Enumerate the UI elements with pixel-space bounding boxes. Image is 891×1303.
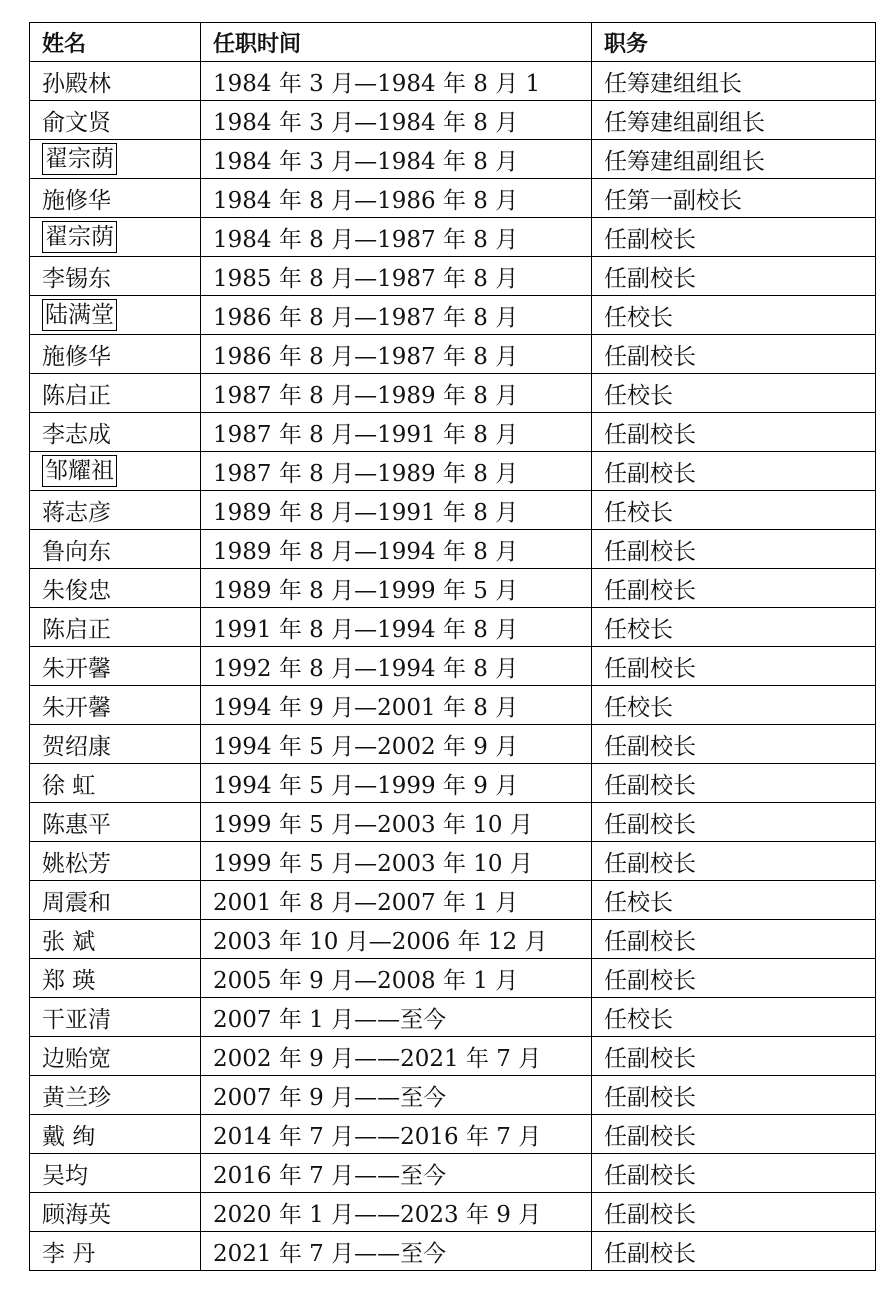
cell-name [30, 569, 201, 608]
cell-period: 1999 年 5 月—2003 年 10 月 [201, 842, 592, 881]
cell-name [30, 1037, 201, 1076]
cell-position: 任校长 [592, 374, 876, 413]
cell-name [30, 140, 201, 179]
table-row [30, 1232, 876, 1271]
cell-position: 任副校长 [592, 1115, 876, 1154]
person-name: 郑 瑛 [42, 967, 96, 994]
cell-period: 1987 年 8 月—1991 年 8 月 [201, 413, 592, 452]
cell-period: 2005 年 9 月—2008 年 1 月 [201, 959, 592, 998]
cell-name [30, 218, 201, 257]
table-row [30, 101, 876, 140]
person-name: 干亚清 [42, 1006, 111, 1033]
cell-period: 1984 年 3 月—1984 年 8 月 1 [201, 62, 592, 101]
table-row [30, 179, 876, 218]
header-position: 职务 [592, 23, 876, 62]
table-row [30, 374, 876, 413]
cell-period: 1984 年 3 月—1984 年 8 月 [201, 101, 592, 140]
person-name: 边贻宽 [42, 1045, 111, 1072]
cell-position: 任校长 [592, 491, 876, 530]
table-row [30, 62, 876, 101]
person-name: 陈启正 [42, 382, 111, 409]
table-row [30, 257, 876, 296]
cell-period: 2003 年 10 月—2006 年 12 月 [201, 920, 592, 959]
person-name: 张 斌 [42, 928, 96, 955]
person-name: 贺绍康 [42, 733, 111, 760]
cell-position: 任第一副校长 [592, 179, 876, 218]
person-name: 俞文贤 [42, 109, 111, 136]
table-row [30, 998, 876, 1037]
cell-position: 任副校长 [592, 725, 876, 764]
table-row [30, 491, 876, 530]
table-row [30, 296, 876, 335]
cell-name [30, 101, 201, 140]
cell-period: 1994 年 5 月—2002 年 9 月 [201, 725, 592, 764]
cell-period: 1984 年 8 月—1986 年 8 月 [201, 179, 592, 218]
person-name: 翟宗荫 [42, 221, 117, 253]
cell-period: 2021 年 7 月——至今 [201, 1232, 592, 1271]
cell-position: 任副校长 [592, 257, 876, 296]
table-row [30, 569, 876, 608]
cell-position: 任副校长 [592, 218, 876, 257]
cell-period: 1984 年 8 月—1987 年 8 月 [201, 218, 592, 257]
cell-period: 2002 年 9 月——2021 年 7 月 [201, 1037, 592, 1076]
cell-period: 1989 年 8 月—1999 年 5 月 [201, 569, 592, 608]
table-row [30, 959, 876, 998]
cell-period: 1992 年 8 月—1994 年 8 月 [201, 647, 592, 686]
table-row [30, 1076, 876, 1115]
header-name: 姓名 [30, 23, 201, 62]
table-header-row [30, 23, 876, 62]
cell-position: 任副校长 [592, 1076, 876, 1115]
cell-name [30, 335, 201, 374]
cell-period: 2001 年 8 月—2007 年 1 月 [201, 881, 592, 920]
table-row [30, 803, 876, 842]
person-name: 朱开馨 [42, 655, 111, 682]
cell-name [30, 842, 201, 881]
cell-name [30, 62, 201, 101]
cell-position: 任副校长 [592, 1154, 876, 1193]
cell-position: 任筹建组组长 [592, 62, 876, 101]
cell-name [30, 1115, 201, 1154]
person-name: 翟宗荫 [42, 143, 117, 175]
cell-position: 任校长 [592, 296, 876, 335]
cell-name [30, 686, 201, 725]
table-row [30, 1154, 876, 1193]
cell-period: 1994 年 5 月—1999 年 9 月 [201, 764, 592, 803]
table-row [30, 140, 876, 179]
cell-period: 2007 年 9 月——至今 [201, 1076, 592, 1115]
cell-position: 任副校长 [592, 530, 876, 569]
cell-name [30, 803, 201, 842]
cell-name [30, 764, 201, 803]
table-row [30, 1115, 876, 1154]
principal-history-table [29, 22, 876, 1271]
cell-period: 1989 年 8 月—1994 年 8 月 [201, 530, 592, 569]
cell-position: 任副校长 [592, 647, 876, 686]
person-name: 顾海英 [42, 1201, 111, 1228]
header-period: 任职时间 [201, 23, 592, 62]
cell-name [30, 1193, 201, 1232]
person-name: 陈启正 [42, 616, 111, 643]
cell-period: 1984 年 3 月—1984 年 8 月 [201, 140, 592, 179]
cell-name [30, 1232, 201, 1271]
cell-name [30, 647, 201, 686]
cell-name [30, 257, 201, 296]
cell-name [30, 452, 201, 491]
cell-position: 任副校长 [592, 569, 876, 608]
cell-position: 任校长 [592, 686, 876, 725]
table-row [30, 1193, 876, 1232]
person-name: 吴均 [42, 1162, 88, 1189]
cell-position: 任副校长 [592, 413, 876, 452]
table-row [30, 881, 876, 920]
cell-position: 任副校长 [592, 803, 876, 842]
cell-period: 2016 年 7 月——至今 [201, 1154, 592, 1193]
cell-period: 1994 年 9 月—2001 年 8 月 [201, 686, 592, 725]
cell-period: 1987 年 8 月—1989 年 8 月 [201, 374, 592, 413]
table-row [30, 452, 876, 491]
cell-position: 任副校长 [592, 1232, 876, 1271]
cell-position: 任筹建组副组长 [592, 101, 876, 140]
cell-period: 2014 年 7 月——2016 年 7 月 [201, 1115, 592, 1154]
cell-period: 2020 年 1 月——2023 年 9 月 [201, 1193, 592, 1232]
table-row [30, 647, 876, 686]
table-row [30, 842, 876, 881]
cell-period: 1989 年 8 月—1991 年 8 月 [201, 491, 592, 530]
cell-position: 任副校长 [592, 842, 876, 881]
table-row [30, 218, 876, 257]
cell-position: 任筹建组副组长 [592, 140, 876, 179]
cell-period: 1986 年 8 月—1987 年 8 月 [201, 296, 592, 335]
cell-period: 1986 年 8 月—1987 年 8 月 [201, 335, 592, 374]
person-name: 朱俊忠 [42, 577, 111, 604]
cell-name [30, 374, 201, 413]
person-name: 施修华 [42, 187, 111, 214]
person-name: 鲁向东 [42, 538, 111, 565]
cell-position: 任校长 [592, 998, 876, 1037]
person-name: 李锡东 [42, 265, 111, 292]
cell-name [30, 1076, 201, 1115]
cell-position: 任副校长 [592, 452, 876, 491]
person-name: 戴 绚 [42, 1123, 96, 1150]
cell-period: 1999 年 5 月—2003 年 10 月 [201, 803, 592, 842]
cell-position: 任副校长 [592, 764, 876, 803]
cell-position: 任副校长 [592, 1193, 876, 1232]
person-name: 李志成 [42, 421, 111, 448]
cell-name [30, 959, 201, 998]
cell-period: 1987 年 8 月—1989 年 8 月 [201, 452, 592, 491]
person-name: 朱开馨 [42, 694, 111, 721]
person-name: 蒋志彦 [42, 499, 111, 526]
person-name: 陈惠平 [42, 811, 111, 838]
person-name: 邹耀祖 [42, 455, 117, 487]
cell-period: 1985 年 8 月—1987 年 8 月 [201, 257, 592, 296]
cell-name [30, 608, 201, 647]
table-row [30, 1037, 876, 1076]
table-row [30, 530, 876, 569]
person-name: 孙殿林 [42, 70, 111, 97]
person-name: 李 丹 [42, 1240, 96, 1267]
cell-name [30, 491, 201, 530]
cell-name [30, 179, 201, 218]
person-name: 黄兰珍 [42, 1084, 111, 1111]
cell-position: 任副校长 [592, 920, 876, 959]
cell-name [30, 998, 201, 1037]
cell-position: 任副校长 [592, 1037, 876, 1076]
cell-position: 任校长 [592, 881, 876, 920]
table-row [30, 413, 876, 452]
person-name: 陆满堂 [42, 299, 117, 331]
table-row [30, 920, 876, 959]
person-name: 施修华 [42, 343, 111, 370]
table-row [30, 608, 876, 647]
cell-name [30, 296, 201, 335]
cell-name [30, 530, 201, 569]
cell-position: 任副校长 [592, 335, 876, 374]
cell-position: 任校长 [592, 608, 876, 647]
cell-name [30, 413, 201, 452]
cell-position: 任副校长 [592, 959, 876, 998]
person-name: 姚松芳 [42, 850, 111, 877]
cell-name [30, 1154, 201, 1193]
table-row [30, 686, 876, 725]
person-name: 周震和 [42, 889, 111, 916]
cell-period: 1991 年 8 月—1994 年 8 月 [201, 608, 592, 647]
table-row [30, 764, 876, 803]
cell-name [30, 920, 201, 959]
table-row [30, 335, 876, 374]
table-row [30, 725, 876, 764]
cell-period: 2007 年 1 月——至今 [201, 998, 592, 1037]
person-name: 徐 虹 [42, 772, 96, 799]
cell-name [30, 881, 201, 920]
cell-name [30, 725, 201, 764]
